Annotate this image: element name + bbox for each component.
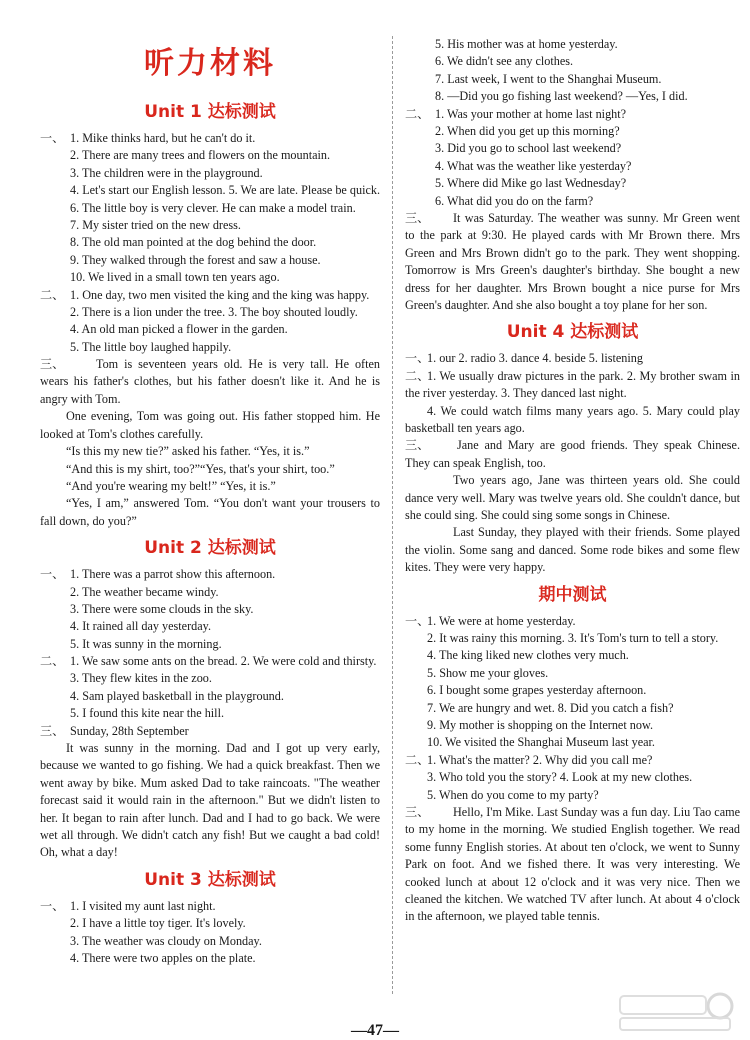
midterm-part2 (405, 752, 740, 804)
paragraph: Tom is seventeen years old. He is very tall. He often wears his father's clothes, but his father doesn't like it. And he is angry with Tom. (40, 357, 380, 406)
part-label: 三、 (405, 438, 430, 453)
paragraph: Hello, I'm Mike. Last Sunday was a fun day. Liu Tao came to my home in the morning. We studied English together. We read some funny English stories. At about ten o'clock, we went to Sunny Park on foot. And we fished there. It was very interesting. We cooked lunch at about 12 o'clock and it was very nice. Then we cleaned the kitchen. We watched TV after lunch. At about 4 o'clock in the afternoon, we played table tennis. (405, 804, 740, 924)
unit1-part3 (40, 356, 380, 530)
midterm-part3 (405, 804, 740, 926)
midterm-part1 (405, 613, 740, 752)
list-item: 10. We visited the Shanghai Museum last year. (427, 735, 655, 750)
list-item: 9. They walked through the forest and saw a house. (70, 252, 321, 267)
part-label: 二、 (40, 654, 65, 669)
left-column (40, 0, 380, 967)
list-item: 4. An old man picked a flower in the garden. (70, 322, 288, 337)
paragraph: 4. We could watch films many years ago. 5. Mary could play basketball ten years ago. (405, 403, 740, 435)
list-item: 4. What was the weather like yesterday? (435, 158, 632, 173)
list-item: 3. They flew kites in the zoo. (70, 671, 212, 686)
unit4-part2 (405, 368, 740, 438)
list-item: 5. I found this kite near the hill. (70, 706, 225, 721)
paragraph: Two years ago, Jane was thirteen years old. She could dance very well. Mary was twelve years old. She couldn't dance, but she could sing. She could sing some songs in Chinese. (405, 473, 740, 522)
part-label: 二、 (405, 106, 430, 121)
list-item: 一、 1. Mike thinks hard, but he can't do it. (40, 130, 380, 147)
paragraph: It was Saturday. The weather was sunny. Mr Green went to the park at 9:30. He played cards with Mr Brown there. Mrs Green and Mrs Brown didn't go to the park. They went shopping. Tomorrow is Mrs Green's daughter's birthday. She bought a new dress for her daughter. Mrs Brown bought a nice purse for Mrs Green's daughter. And she also bought a toy plane for her son. (405, 210, 740, 312)
list-item: 二、 1. We saw some ants on the bread. 2. We were cold and thirsty. (40, 653, 380, 670)
list-item: 4. Let's start our English lesson. 5. We are late. Please be quick. (70, 183, 380, 198)
paragraph: It was sunny in the morning. Dad and I got up very early, because we wanted to go fishing. We had a quick breakfast. Then we went away by bike. Mum asked Dad to take raincoats. "The weather forecast said it would rain in the afternoon." But we didn't listen to her. It began to rain after lunch. Dad and I had to go back. We were wet all through. We didn't catch any fish! But we caught a bad cold! Oh, what a day! (40, 741, 380, 860)
list-item: 8. —Did you go fishing last weekend? —Yes, I did. (435, 89, 688, 104)
list-item: 8. The old man pointed at the dog behind the door. (70, 235, 317, 250)
list-item: 5. His mother was at home yesterday. (435, 37, 618, 51)
list-item: 2. There is a lion under the tree. 3. The boy shouted loudly. (70, 304, 358, 319)
list-item: 4. It rained all day yesterday. (70, 619, 212, 634)
list-item: 2. I have a little toy tiger. It's lovely. (70, 916, 246, 931)
list-item: 二、 1. Was your mother at home last night? (405, 106, 740, 123)
list-item: 6. I bought some grapes yesterday afternoon. (427, 683, 647, 698)
part-label: 三、 (405, 804, 430, 819)
midterm-title: 期中测试 (538, 584, 607, 605)
list-item: 7. Last week, I went to the Shanghai Museum. (435, 71, 662, 86)
column-divider (392, 36, 393, 994)
unit3-part3 (405, 210, 740, 314)
list-item: 5. The little boy laughed happily. (70, 339, 232, 354)
unit2-title: Unit 2 达标测试 (144, 538, 276, 559)
watermark-logo-icon (610, 990, 740, 1034)
list-item: 4. The king liked new clothes very much. (427, 648, 629, 663)
list-item: 3. Who told you the story? 4. Look at my new clothes. (427, 770, 693, 785)
part-label: 二、 (40, 287, 65, 302)
list-item: 一、 1. There was a parrot show this afternoon. (40, 566, 380, 583)
paragraph: “And you're wearing my belt!” “Yes, it is.” (66, 478, 276, 493)
unit1-title: Unit 1 达标测试 (144, 102, 276, 122)
list-item: 9. My mother is shopping on the Internet now. (427, 717, 654, 732)
unit3-part2 (405, 106, 740, 210)
part-label: 一、 (40, 898, 65, 913)
list-item: 3. The children were in the playground. (70, 165, 263, 180)
diary-date: 三、 Sunday, 28th September (40, 723, 380, 740)
list-item: 6. We didn't see any clothes. (435, 54, 574, 69)
part-label: 二、 (405, 752, 430, 767)
part-label: 一、 (40, 567, 65, 582)
part-label: 二、 (405, 368, 430, 383)
unit3-title: Unit 3 达标测试 (144, 869, 276, 890)
unit3-part1-a (40, 898, 380, 968)
list-item: 一、 1. We were at home yesterday. (405, 613, 740, 630)
list-item: 7. My sister tried on the new dress. (70, 217, 241, 232)
unit3-part1-b (405, 36, 740, 106)
list-item: 2. The weather became windy. (70, 584, 219, 599)
list-item: 一、 1. I visited my aunt last night. (40, 898, 380, 915)
unit4-part1: 一、1. our 2. radio 3. dance 4. beside 5. listening (405, 350, 740, 367)
unit2-part2 (40, 653, 380, 723)
list-item: 10. We lived in a small town ten years ago. (70, 270, 280, 285)
list-item: 3. Did you go to school last weekend? (435, 141, 622, 156)
list-item: 3. The weather was cloudy on Monday. (70, 933, 262, 948)
list-item: 5. Where did Mike go last Wednesday? (435, 176, 627, 191)
part-label: 三、 (40, 357, 65, 372)
part-label: 三、 (405, 210, 430, 225)
part-label: 一、 (40, 131, 65, 145)
page-number: —47— (351, 1022, 399, 1039)
list-item: 5. When do you come to my party? (427, 787, 599, 802)
unit4-part3 (405, 437, 740, 576)
unit4-title: Unit 4 达标测试 (506, 322, 639, 343)
list-item: 6. What did you do on the farm? (435, 193, 594, 208)
paragraph: 1. We usually draw pictures in the park. 2. My brother swam in the river yesterday. 3. They danced last night. (405, 368, 740, 401)
paragraph: Last Sunday, they played with their friends. Some played the violin. Some sang and danced. Some rode bikes and some flew kites. They were very happy. (405, 525, 740, 575)
list-item: 7. We are hungry and wet. 8. Did you catch a fish? (427, 700, 674, 715)
paragraph: “Is this my new tie?” asked his father. “Yes, it is.” (66, 444, 310, 459)
unit1-part2 (40, 287, 380, 357)
list-item: 4. There were two apples on the plate. (70, 951, 256, 966)
paragraph: “Yes, I am,” answered Tom. “You don't want your trousers to fall down, do you?” (40, 496, 380, 528)
list-item: 二、 1. One day, two men visited the king and the king was happy. (40, 287, 380, 304)
list-item: 二、 1. What's the matter? 2. Why did you call me? (405, 752, 740, 769)
part-label: 一、 (405, 351, 430, 366)
list-item: 3. There were some clouds in the sky. (70, 601, 254, 616)
list-item: 6. The little boy is very clever. He can make a model train. (70, 200, 356, 215)
list-item: 5. Show me your gloves. (427, 665, 549, 680)
unit2-part3 (40, 723, 380, 862)
list-item: 2. It was rainy this morning. 3. It's Tom's turn to tell a story. (427, 631, 719, 645)
paragraph: One evening, Tom was going out. His father stopped him. He looked at Tom's clothes carefully. (40, 409, 380, 441)
list-item: 5. It was sunny in the morning. (70, 636, 222, 651)
list-item: 2. When did you get up this morning? (435, 123, 620, 138)
list-item: 2. There are many trees and flowers on the mountain. (70, 148, 331, 163)
right-column (405, 36, 740, 926)
paragraph: “And this is my shirt, too?”“Yes, that's your shirt, too.” (66, 461, 335, 476)
paragraph: Jane and Mary are good friends. They speak Chinese. They can speak English, too. (405, 438, 740, 470)
part-label: 三、 (40, 723, 65, 738)
part-label: 一、 (405, 613, 430, 628)
list-item: 4. Sam played basketball in the playground. (70, 688, 284, 703)
page-title: 听力材料 (144, 46, 276, 81)
watermark-logo-icon (610, 990, 740, 1038)
unit1-part1 (40, 130, 380, 287)
unit2-part1 (40, 566, 380, 653)
